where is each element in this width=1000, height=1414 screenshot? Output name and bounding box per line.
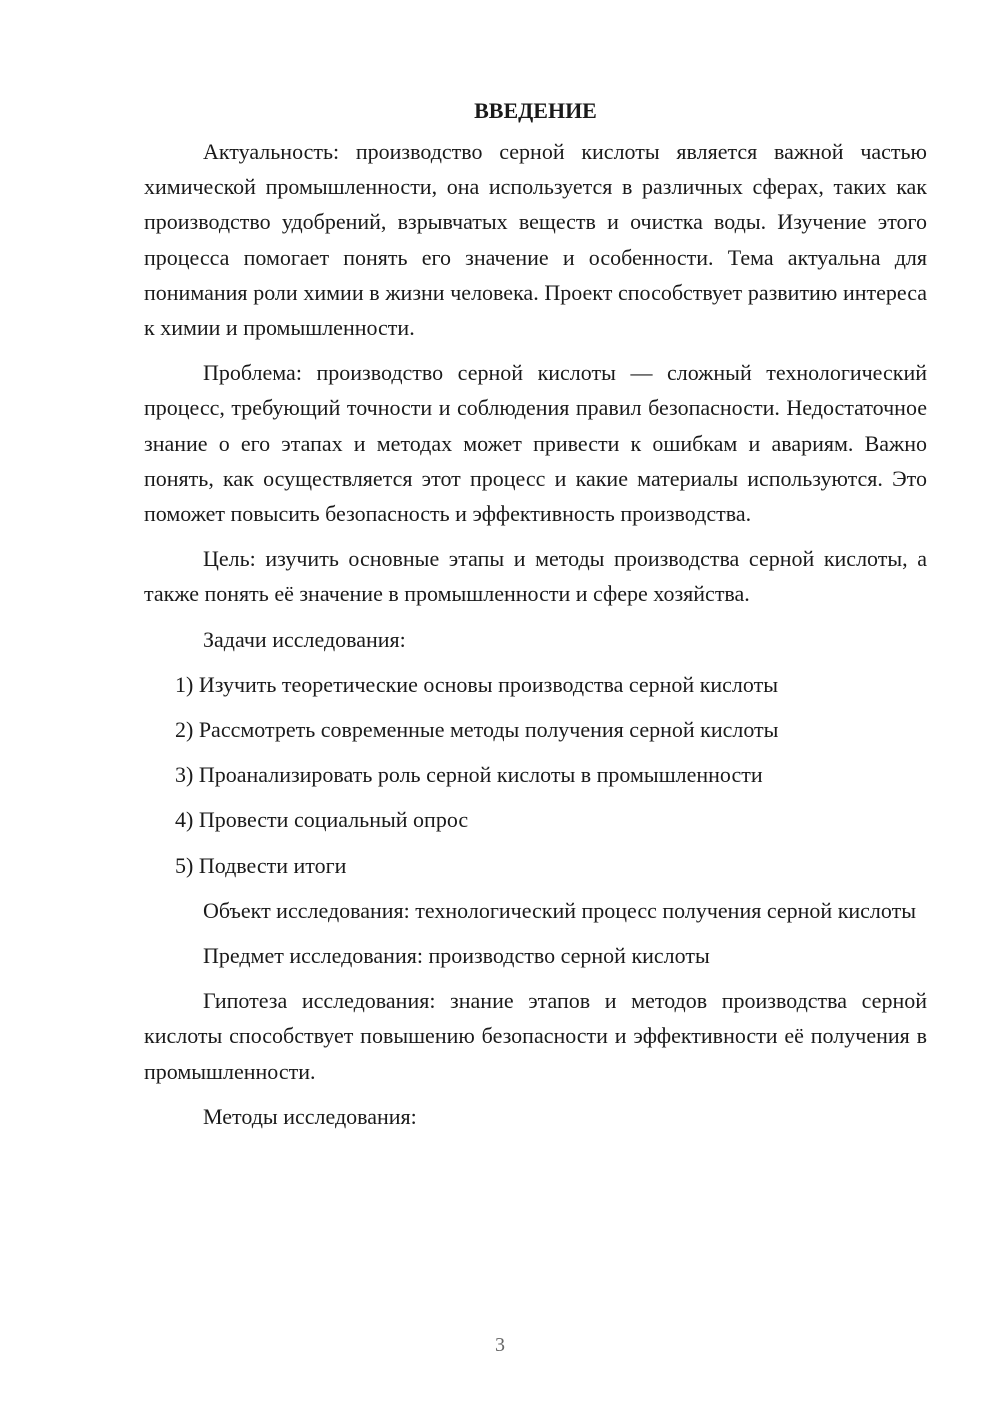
list-item: 1) Изучить теоретические основы производства серной кислоты [175, 671, 779, 697]
tasks-heading: Задачи исследования: [203, 626, 406, 652]
list-item: 4) Провести социальный опрос [175, 807, 469, 833]
methods-heading: Методы исследования: [203, 1103, 417, 1129]
subject-paragraph: Предмет исследования: производство серной кислоты [203, 943, 710, 969]
goal-paragraph: Цель: изучить основные этапы и методы производства серной кислоты, а также понять её значение в промышленности и сфере хозяйства. [144, 546, 927, 607]
object-paragraph: Объект исследования: технологический процесс получения серной кислоты [203, 897, 917, 923]
list-item: 3) Проанализировать роль серной кислоты в промышленности [175, 762, 763, 788]
hypothesis-paragraph: Гипотеза исследования: знание этапов и методов производства серной кислоты способствует повышению безопасности и эффективности её получения в промышленности. [144, 988, 927, 1084]
problem-paragraph: Проблема: производство серной кислоты — сложный технологический процесс, требующий точности и соблюдения правил безопасности. Недостаточное знание о его этапах и методах может привести к ошибкам и авариям. Важно понять, как осуществляется этот процесс и какие материалы используются. Это поможет повысить безопасность и эффективность производства. [144, 360, 927, 527]
tasks-list [144, 667, 927, 883]
document-page [144, 96, 927, 1144]
relevance-paragraph: Актуальность: производство серной кислоты является важной частью химической промышленности, она используется в различных сферах, таких как производство удобрений, взрывчатых веществ и очистка воды. Изучение этого процесса помогает понять его значение и особенности. Тема актуальна для понимания роли химии в жизни человека. Проект способствует развитию интереса к химии и промышленности. [144, 139, 927, 341]
list-item: 2) Рассмотреть современные методы получения серной кислоты [175, 717, 779, 743]
list-item: 5) Подвести итоги [175, 852, 347, 878]
page-number: 3 [495, 1334, 505, 1356]
page-title: ВВЕДЕНИЕ [474, 98, 597, 123]
